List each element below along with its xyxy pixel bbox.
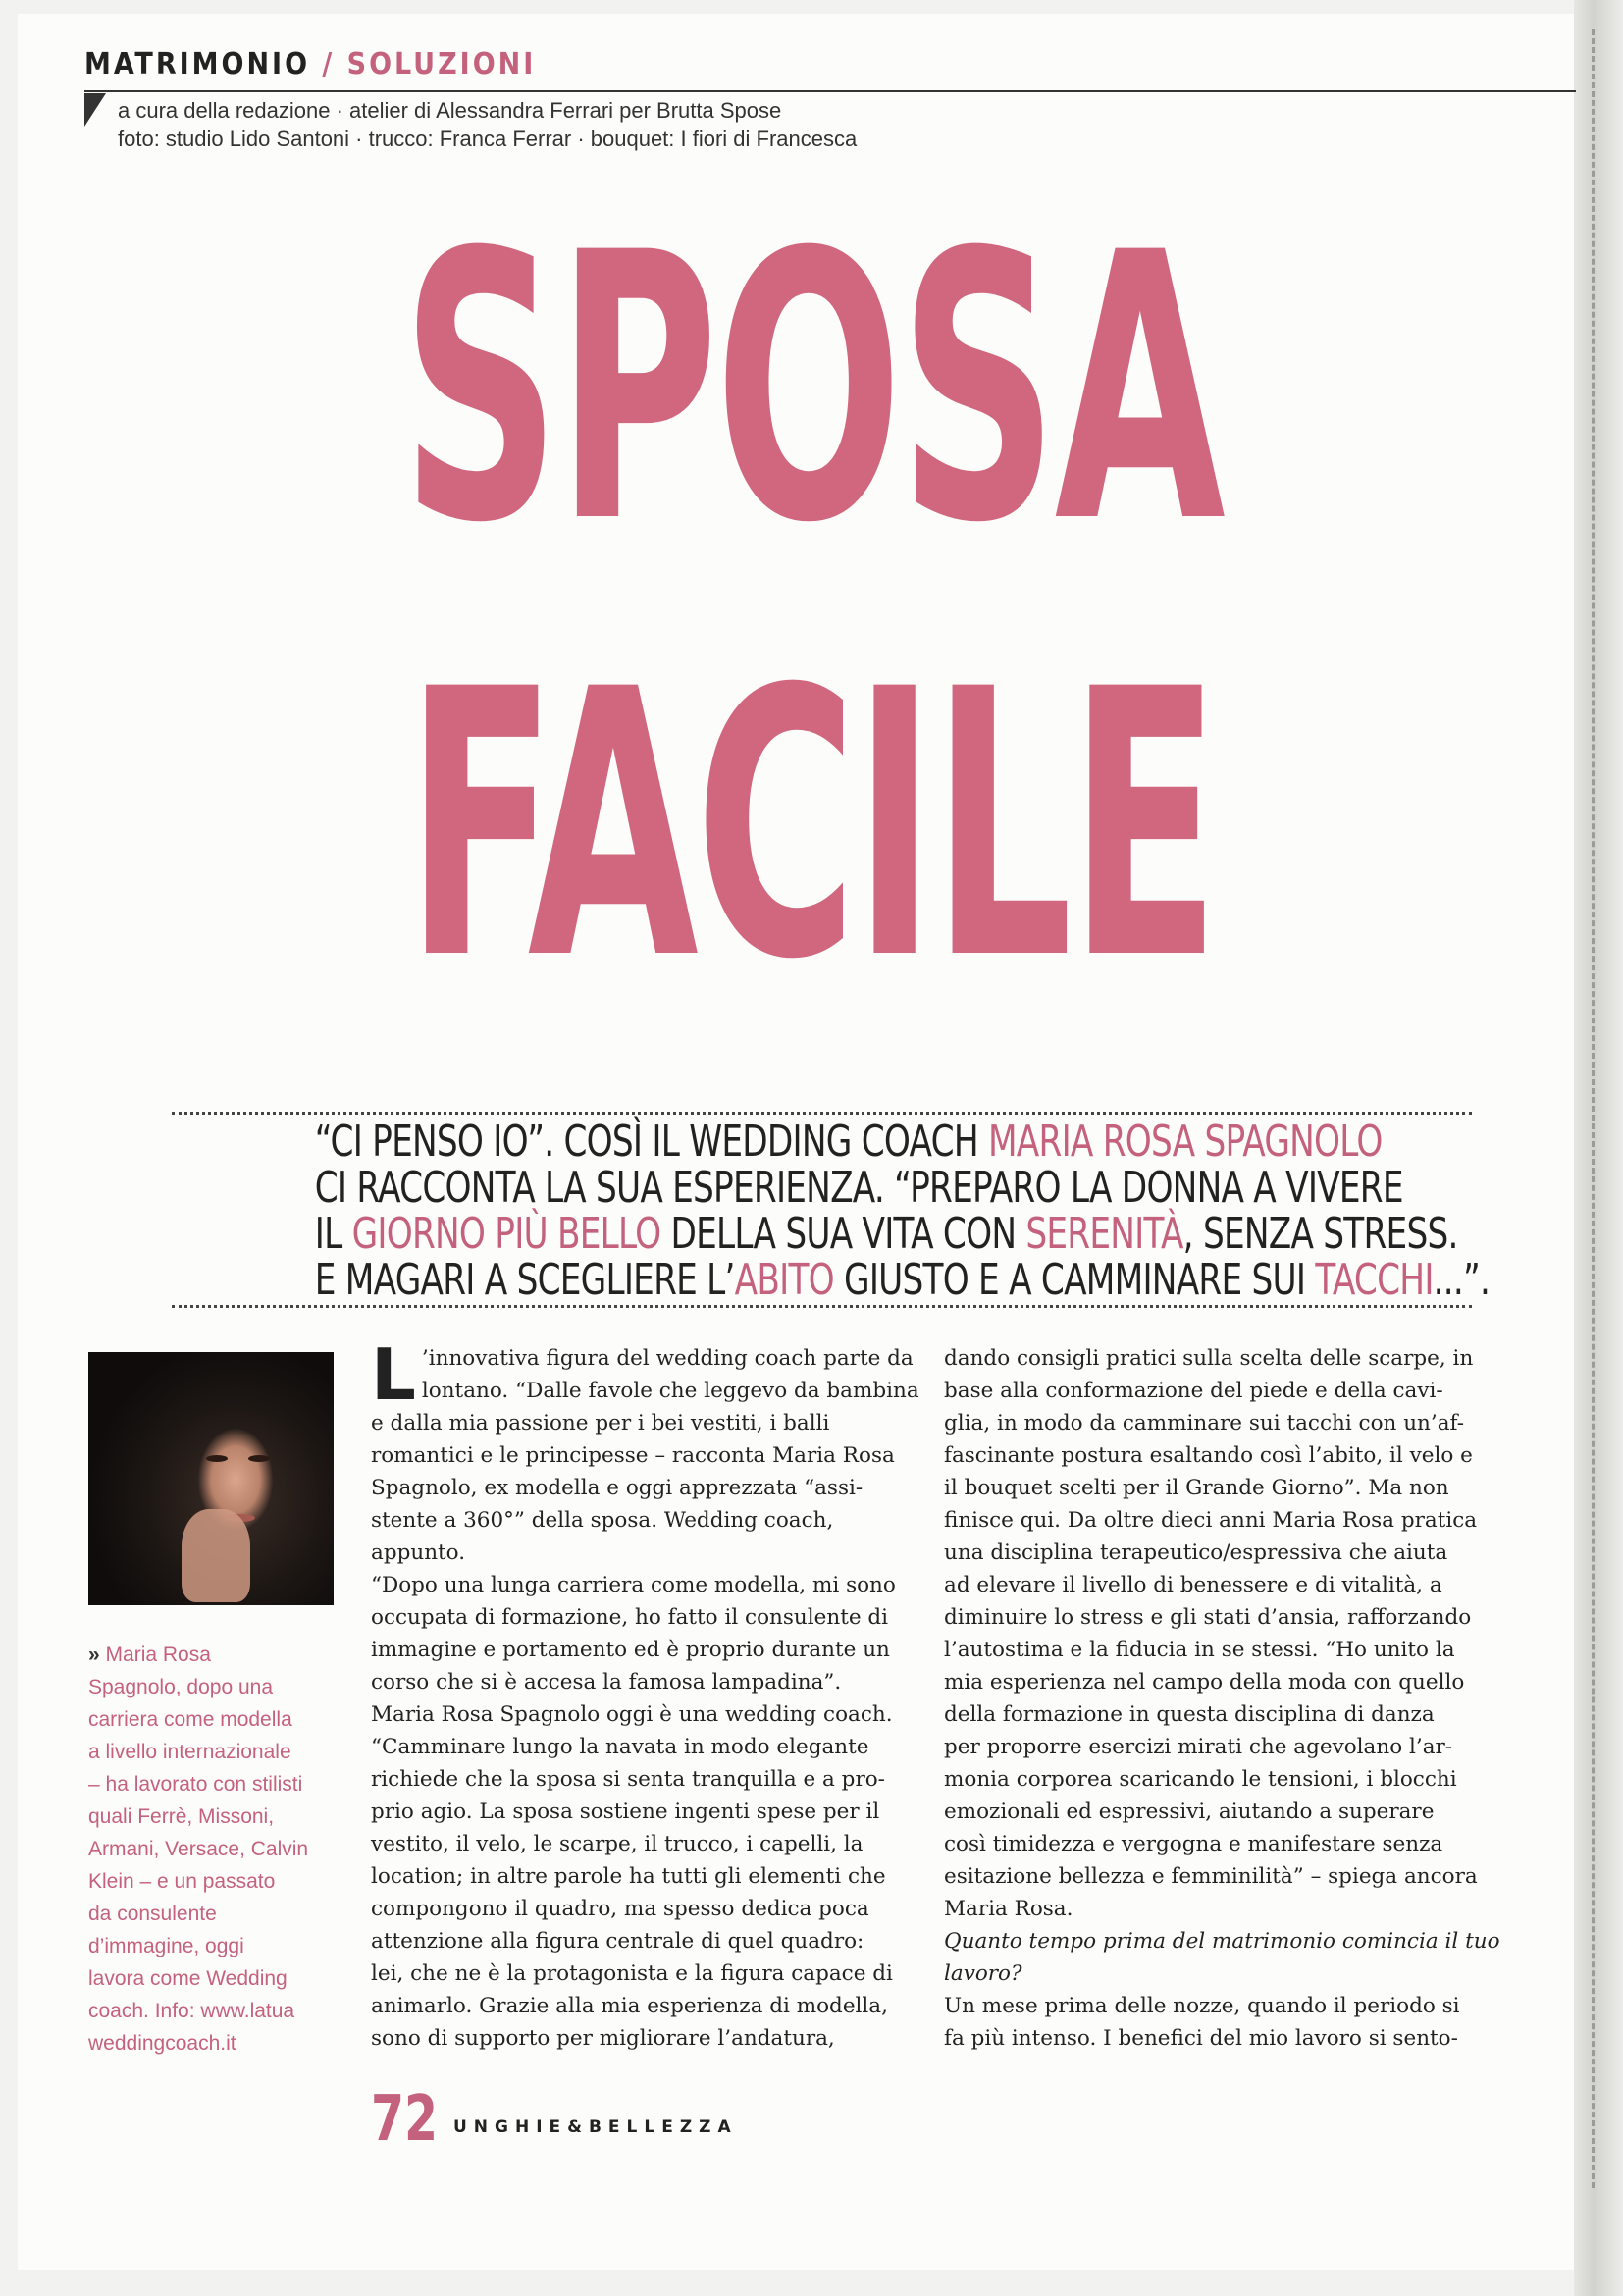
body-column-2 (944, 1342, 1500, 2055)
subsection-label: SOLUZIONI (346, 47, 537, 81)
body-line: Maria Rosa. (944, 1897, 1073, 1921)
photo-eye (248, 1455, 270, 1462)
headline-line-1 (0, 176, 1623, 603)
body-line: richiede che la sposa si senta tranquilla e a pro- (371, 1767, 885, 1792)
interview-question: Quanto tempo prima del matrimonio comincia il tuo (944, 1929, 1500, 1954)
body-line: sono di supporto per migliorare l’andatura, (371, 2026, 835, 2051)
photo-eye (206, 1455, 228, 1462)
deck-rule-bottom (172, 1305, 1472, 1308)
body-line: il bouquet scelti per il Grande Giorno”. Ma non (944, 1476, 1449, 1500)
deck-line: IL GIORNO PIÙ BELLO DELLA SUA VITA CON SERENITÀ, SENZA STRESS. (314, 1209, 1458, 1259)
credits-line: foto: studio Lido Santoni · trucco: Franca Ferrar · bouquet: I fiori di Francesca (118, 127, 858, 151)
body-line: della formazione in questa disciplina di danza (944, 1702, 1435, 1727)
magazine-name: UNGHIE&BELLEZZA (453, 2117, 738, 2137)
body-line: occupata di formazione, ho fatto il consulente di (371, 1605, 889, 1630)
deck-line: “CI PENSO IO”. COSÌ IL WEDDING COACH MARIA ROSA SPAGNOLO (314, 1117, 1383, 1167)
body-line: emozionali ed espressivi, aiutando a superare (944, 1800, 1435, 1824)
credits (118, 96, 857, 153)
body-line: diminuire lo stress e gli stati d’ansia, rafforzando (944, 1605, 1472, 1630)
body-line: per proporre esercizi mirati che agevolano l’ar- (944, 1735, 1453, 1759)
body-line: mia esperienza nel campo della moda con quello (944, 1670, 1465, 1695)
body-line: vestito, il velo, le scarpe, il trucco, i capelli, la (371, 1832, 864, 1856)
body-line: lei, che ne è la protagonista e la figura capace di (371, 1961, 893, 1986)
body-line: fascinante postura esaltando così l’abito, il velo e (944, 1443, 1473, 1468)
credits-line: a cura della redazione · atelier di Alessandra Ferrari per Brutta Spose (118, 98, 782, 123)
body-line: immagine e portamento ed è proprio durante un (371, 1638, 890, 1662)
photo-caption: » Maria Rosa Spagnolo, dopo una carriera come modella a livello internazionale – ha lavorato con stilisti quali Ferrè, Missoni, Armani, Versace, Calvin Klein – e un passato da consulente d’immagine, oggi lavora come Wedding coach. Info: www.latua weddingcoach.it (88, 1644, 309, 2055)
body-line: l’autostima e la fiducia in se stessi. “Ho unito la (944, 1638, 1455, 1662)
body-line: una disciplina terapeutico/espressiva che aiuta (944, 1540, 1448, 1565)
body-column-1 (371, 1333, 920, 2055)
section-separator: / (322, 47, 336, 81)
body-line: esitazione bellezza e femminilità” – spiega ancora (944, 1864, 1478, 1889)
body-line: “Camminare lungo la navata in modo elegante (371, 1735, 869, 1759)
body-line: base alla conformazione del piede e della cavi- (944, 1379, 1443, 1403)
deck (172, 1117, 1491, 1305)
corner-triangle (84, 93, 106, 127)
page-number: 72 (371, 2083, 439, 2156)
body-line: ad elevare il livello di benessere e di vitalità, a (944, 1573, 1442, 1597)
body-line: stente a 360°” della sposa. Wedding coach, (371, 1508, 834, 1533)
body-line: monia corporea scaricando le tensioni, i blocchi (944, 1767, 1457, 1792)
body-line: appunto. (371, 1540, 466, 1565)
body-line: glia, in modo da camminare sui tacchi con un’af- (944, 1411, 1465, 1435)
drop-cap: L (371, 1333, 416, 1416)
body-line: romantici e le principesse – racconta Maria Rosa (371, 1443, 895, 1468)
body-line: corso che si è accesa la famosa lampadina”. (371, 1670, 842, 1695)
headline-line-2 (0, 612, 1623, 1040)
body-line: e dalla mia passione per i bei vestiti, i balli (371, 1411, 830, 1435)
section-label: MATRIMONIO (84, 47, 311, 81)
deck-line: CI RACCONTA LA SUA ESPERIENZA. “PREPARO LA DONNA A VIVERE (314, 1163, 1403, 1213)
deck-rule-top (172, 1112, 1472, 1115)
headline-text-1: SPOSA (400, 176, 1223, 603)
body-line: location; in altre parole ha tutti gli elementi che (371, 1864, 886, 1889)
header-rule (84, 90, 1576, 92)
body-line: dando consigli pratici sulla scelta delle scarpe, in (944, 1346, 1474, 1371)
deck-line: E MAGARI A SCEGLIERE L’ABITO GIUSTO E A CAMMINARE SUI TACCHI...”. (314, 1255, 1491, 1305)
headline-text-2: FACILE (405, 612, 1218, 1040)
interview-answer: Un mese prima delle nozze, quando il periodo si (944, 1994, 1460, 2018)
body-line: finisce qui. Da oltre dieci anni Maria Rosa pratica (944, 1508, 1478, 1533)
body-line: “Dopo una lunga carriera come modella, mi sono (371, 1573, 896, 1597)
body-line: così timidezza e vergogna e manifestare senza (944, 1832, 1443, 1856)
body-line: attenzione alla figura centrale di quel quadro: (371, 1929, 864, 1954)
interview-question: lavoro? (944, 1961, 1022, 1986)
photo-hand (182, 1509, 250, 1602)
body-line: compongono il quadro, ma spesso dedica poca (371, 1897, 869, 1921)
body-line: Maria Rosa Spagnolo oggi è una wedding coach. (371, 1702, 893, 1727)
portrait-photo (88, 1352, 334, 1605)
body-line: animarlo. Grazie alla mia esperienza di modella, (371, 1994, 888, 2018)
body-line: ’innovativa figura del wedding coach parte da (421, 1346, 914, 1371)
body-line: prio agio. La sposa sostiene ingenti spese per il (371, 1800, 880, 1824)
body-line: lontano. “Dalle favole che leggevo da bambina (421, 1379, 919, 1403)
body-line: Spagnolo, ex modella e oggi apprezzata “assi- (371, 1476, 864, 1500)
caption-marker: » (88, 1644, 100, 1666)
interview-answer: fa più intenso. I benefici del mio lavoro si sento- (944, 2026, 1458, 2051)
section-header (84, 47, 536, 81)
